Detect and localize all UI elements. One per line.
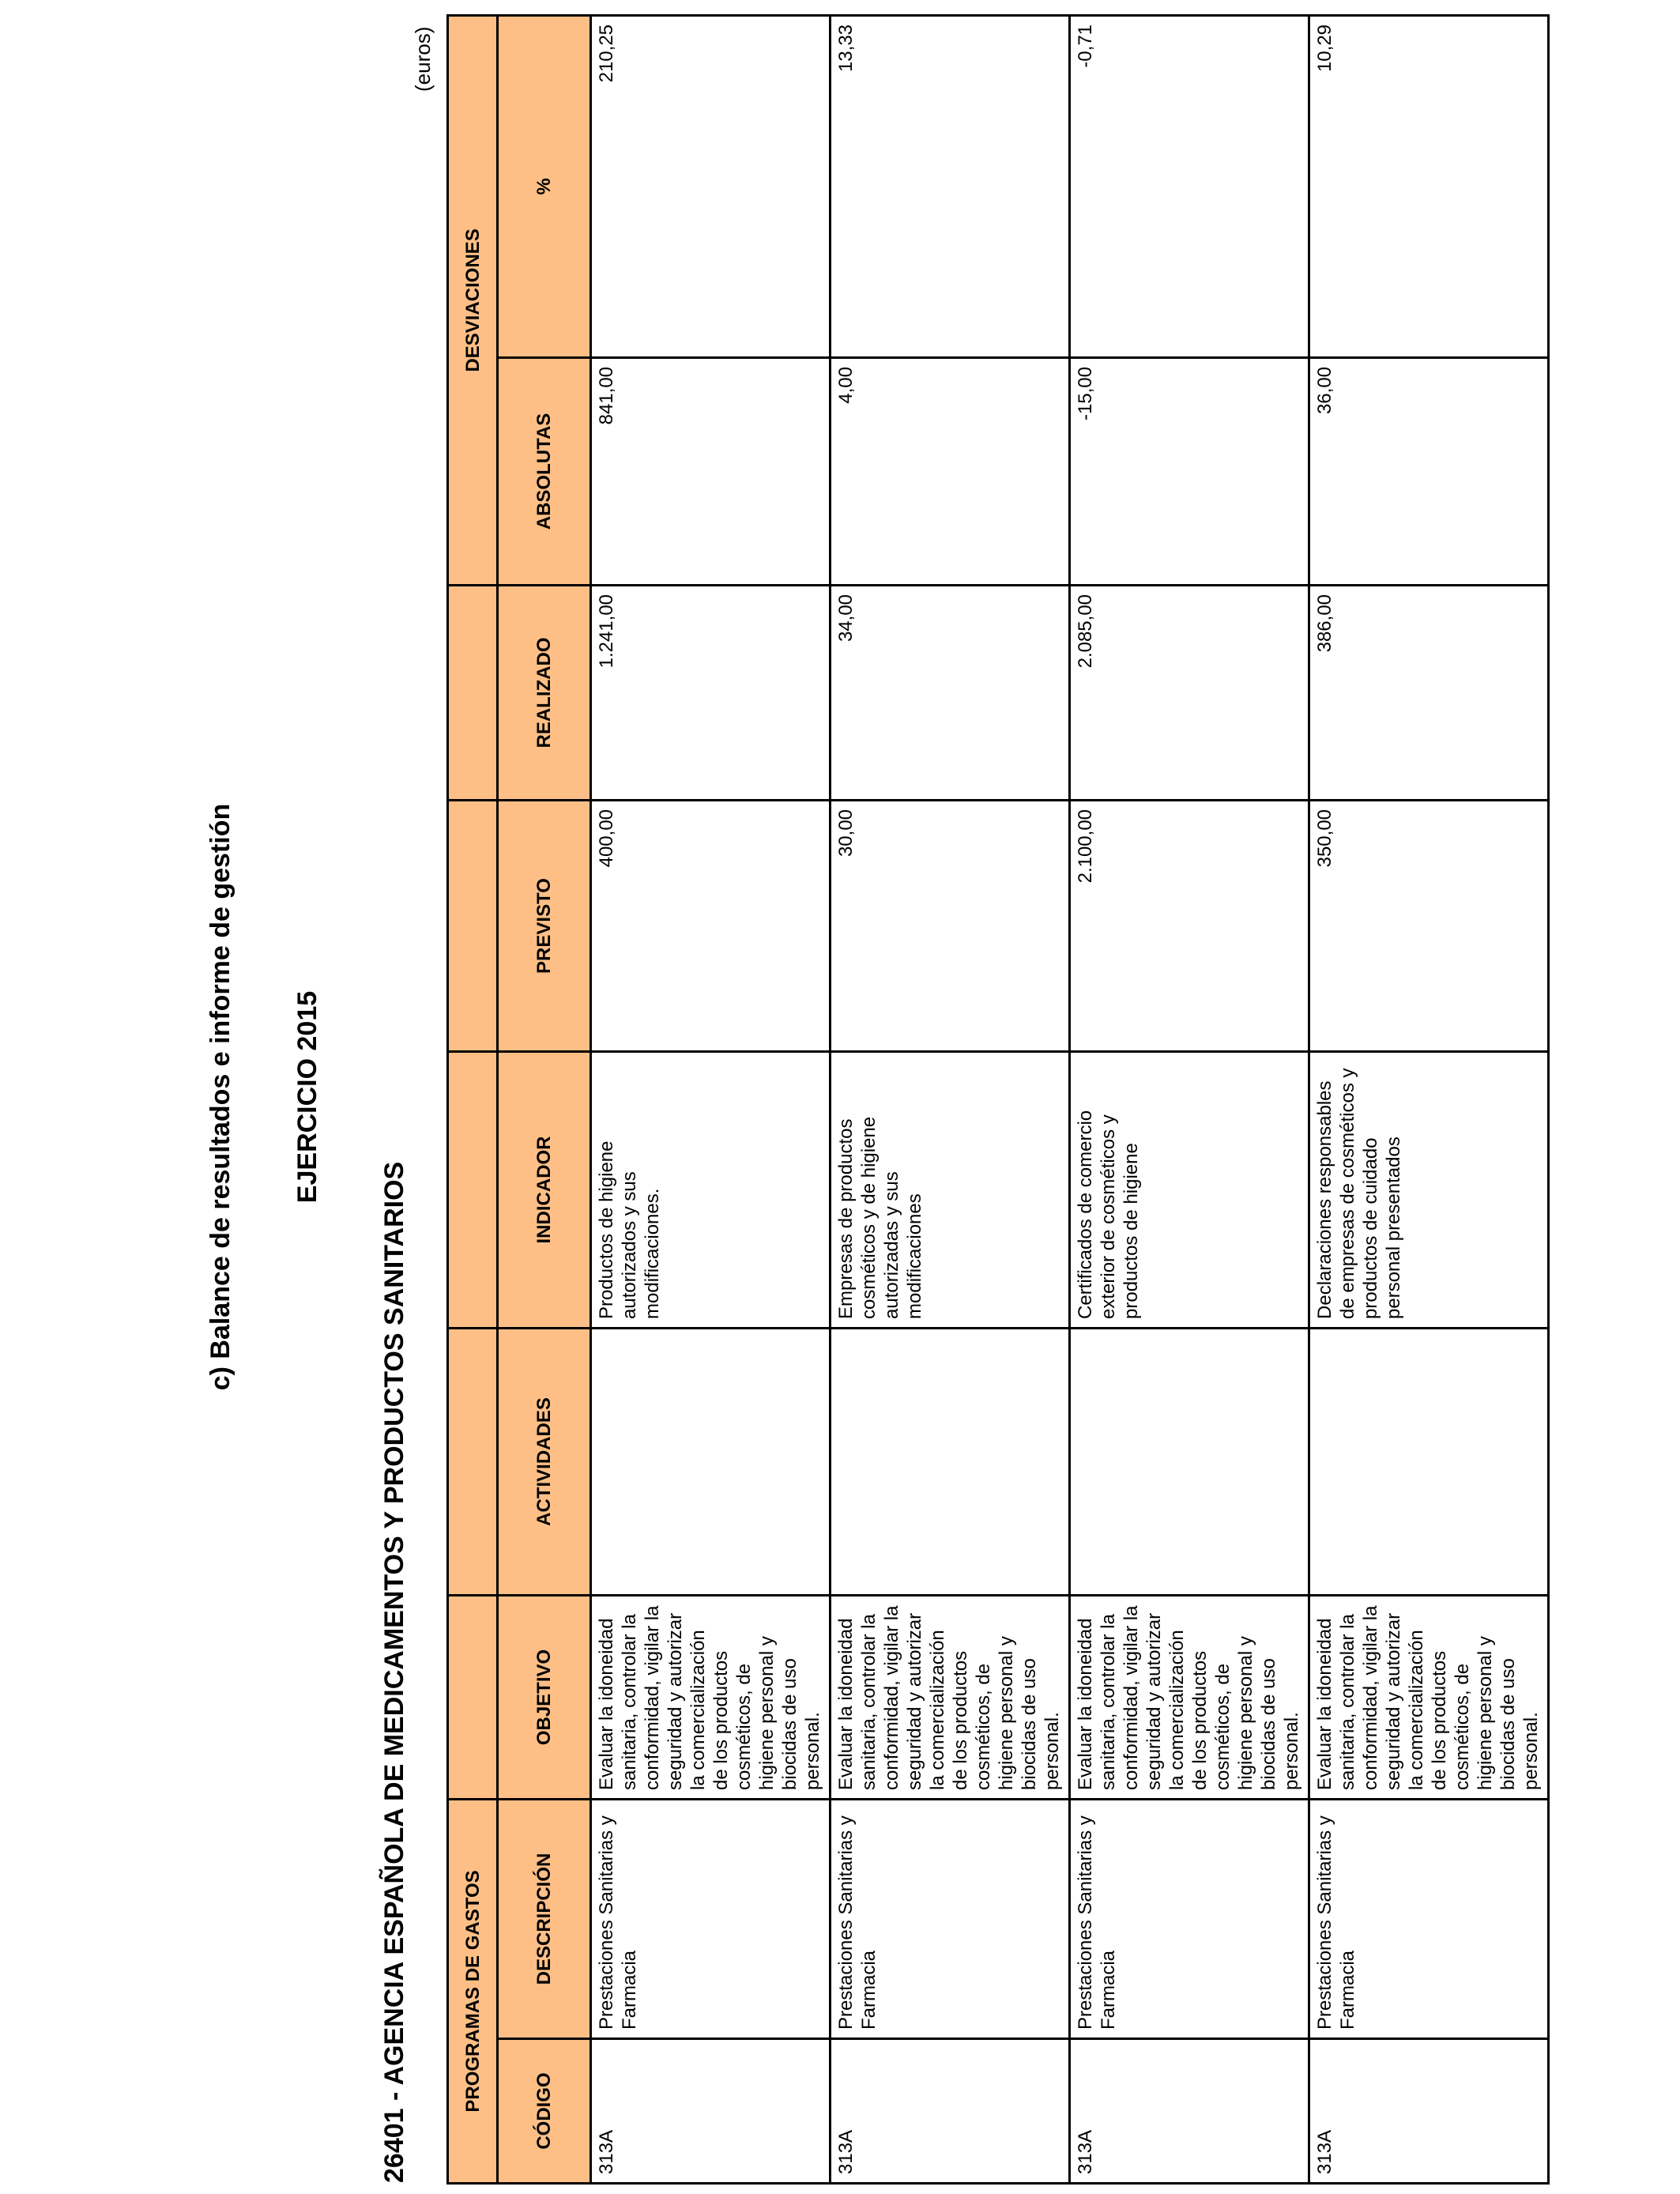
column-header-previsto: PREVISTO <box>498 800 591 1051</box>
cell-absolutas: 4,00 <box>831 357 1070 585</box>
cell-codigo: 313A <box>591 2039 831 2184</box>
section-title: c) Balance de resultados e informe de gestión <box>205 803 235 1391</box>
cell-indicador: Declaraciones responsables de empresas de cosméticos y productos de cuidado personal presentados <box>1309 1051 1549 1328</box>
cell-objetivo: Evaluar la idoneidad sanitaria, controlar la conformidad, vigilar la seguridad y autorizar la comercialización de los productos cosméticos, de higiene personal y biocidas de uso personal. <box>1309 1595 1549 1799</box>
exercise-title: EJERCICIO 2015 <box>292 990 322 1204</box>
column-header-codigo: CÓDIGO <box>498 2039 591 2184</box>
table-row <box>831 15 1070 2183</box>
cell-codigo: 313A <box>831 2039 1070 2184</box>
cell-porcentaje: 210,25 <box>591 15 831 357</box>
cell-realizado: 34,00 <box>831 585 1070 800</box>
column-header-absolutas: ABSOLUTAS <box>498 357 591 585</box>
group-header-spacer <box>448 800 498 1051</box>
group-header-spacer <box>448 585 498 800</box>
group-header-spacer <box>448 1595 498 1799</box>
group-header-programas: PROGRAMAS DE GASTOS <box>448 1799 498 2183</box>
cell-actividades <box>831 1328 1070 1595</box>
cell-realizado: 2.085,00 <box>1070 585 1309 800</box>
table-row <box>1070 15 1309 2183</box>
cell-objetivo: Evaluar la idoneidad sanitaria, controlar la conformidad, vigilar la seguridad y autorizar la comercialización de los productos cosméticos, de higiene personal y biocidas de uso personal. <box>831 1595 1070 1799</box>
unit-label: (euros) <box>411 26 435 92</box>
column-header-porcentaje: % <box>498 15 591 357</box>
cell-codigo: 313A <box>1070 2039 1309 2184</box>
cell-descripcion: Prestaciones Sanitarias y Farmacia <box>1309 1799 1549 2038</box>
cell-indicador: Certificados de comercio exterior de cosméticos y productos de higiene <box>1070 1051 1309 1328</box>
cell-objetivo: Evaluar la idoneidad sanitaria, controlar la conformidad, vigilar la seguridad y autorizar la comercialización de los productos cosméticos, de higiene personal y biocidas de uso personal. <box>591 1595 831 1799</box>
cell-previsto: 400,00 <box>591 800 831 1051</box>
cell-codigo: 313A <box>1309 2039 1549 2184</box>
cell-previsto: 350,00 <box>1309 800 1549 1051</box>
agency-title: 26401 - AGENCIA ESPAÑOLA DE MEDICAMENTOS Y PRODUCTOS SANITARIOS <box>379 1161 409 2183</box>
column-header-objetivo: OBJETIVO <box>498 1595 591 1799</box>
cell-realizado: 386,00 <box>1309 585 1549 800</box>
cell-descripcion: Prestaciones Sanitarias y Farmacia <box>591 1799 831 2038</box>
table-row <box>591 15 831 2183</box>
cell-indicador: Empresas de productos cosméticos y de higiene autorizadas y sus modificaciones <box>831 1051 1070 1328</box>
results-table <box>446 14 1550 2185</box>
cell-descripcion: Prestaciones Sanitarias y Farmacia <box>1070 1799 1309 2038</box>
cell-indicador: Productos de higiene autorizados y sus modificaciones. <box>591 1051 831 1328</box>
cell-actividades <box>591 1328 831 1595</box>
column-header-indicador: INDICADOR <box>498 1051 591 1328</box>
column-header-realizado: REALIZADO <box>498 585 591 800</box>
group-header-spacer <box>448 1328 498 1595</box>
cell-actividades <box>1070 1328 1309 1595</box>
cell-actividades <box>1309 1328 1549 1595</box>
cell-realizado: 1.241,00 <box>591 585 831 800</box>
table-row <box>1309 15 1549 2183</box>
cell-porcentaje: -0,71 <box>1070 15 1309 357</box>
group-header-desviaciones: DESVIACIONES <box>448 15 498 585</box>
cell-descripcion: Prestaciones Sanitarias y Farmacia <box>831 1799 1070 2038</box>
cell-porcentaje: 13,33 <box>831 15 1070 357</box>
cell-absolutas: -15,00 <box>1070 357 1309 585</box>
cell-previsto: 30,00 <box>831 800 1070 1051</box>
cell-previsto: 2.100,00 <box>1070 800 1309 1051</box>
column-header-descripcion: DESCRIPCIÓN <box>498 1799 591 2038</box>
cell-absolutas: 841,00 <box>591 357 831 585</box>
cell-absolutas: 36,00 <box>1309 357 1549 585</box>
cell-objetivo: Evaluar la idoneidad sanitaria, controlar la conformidad, vigilar la seguridad y autorizar la comercialización de los productos cosméticos, de higiene personal y biocidas de uso personal. <box>1070 1595 1309 1799</box>
cell-porcentaje: 10,29 <box>1309 15 1549 357</box>
group-header-spacer <box>448 1051 498 1328</box>
column-header-actividades: ACTIVIDADES <box>498 1328 591 1595</box>
